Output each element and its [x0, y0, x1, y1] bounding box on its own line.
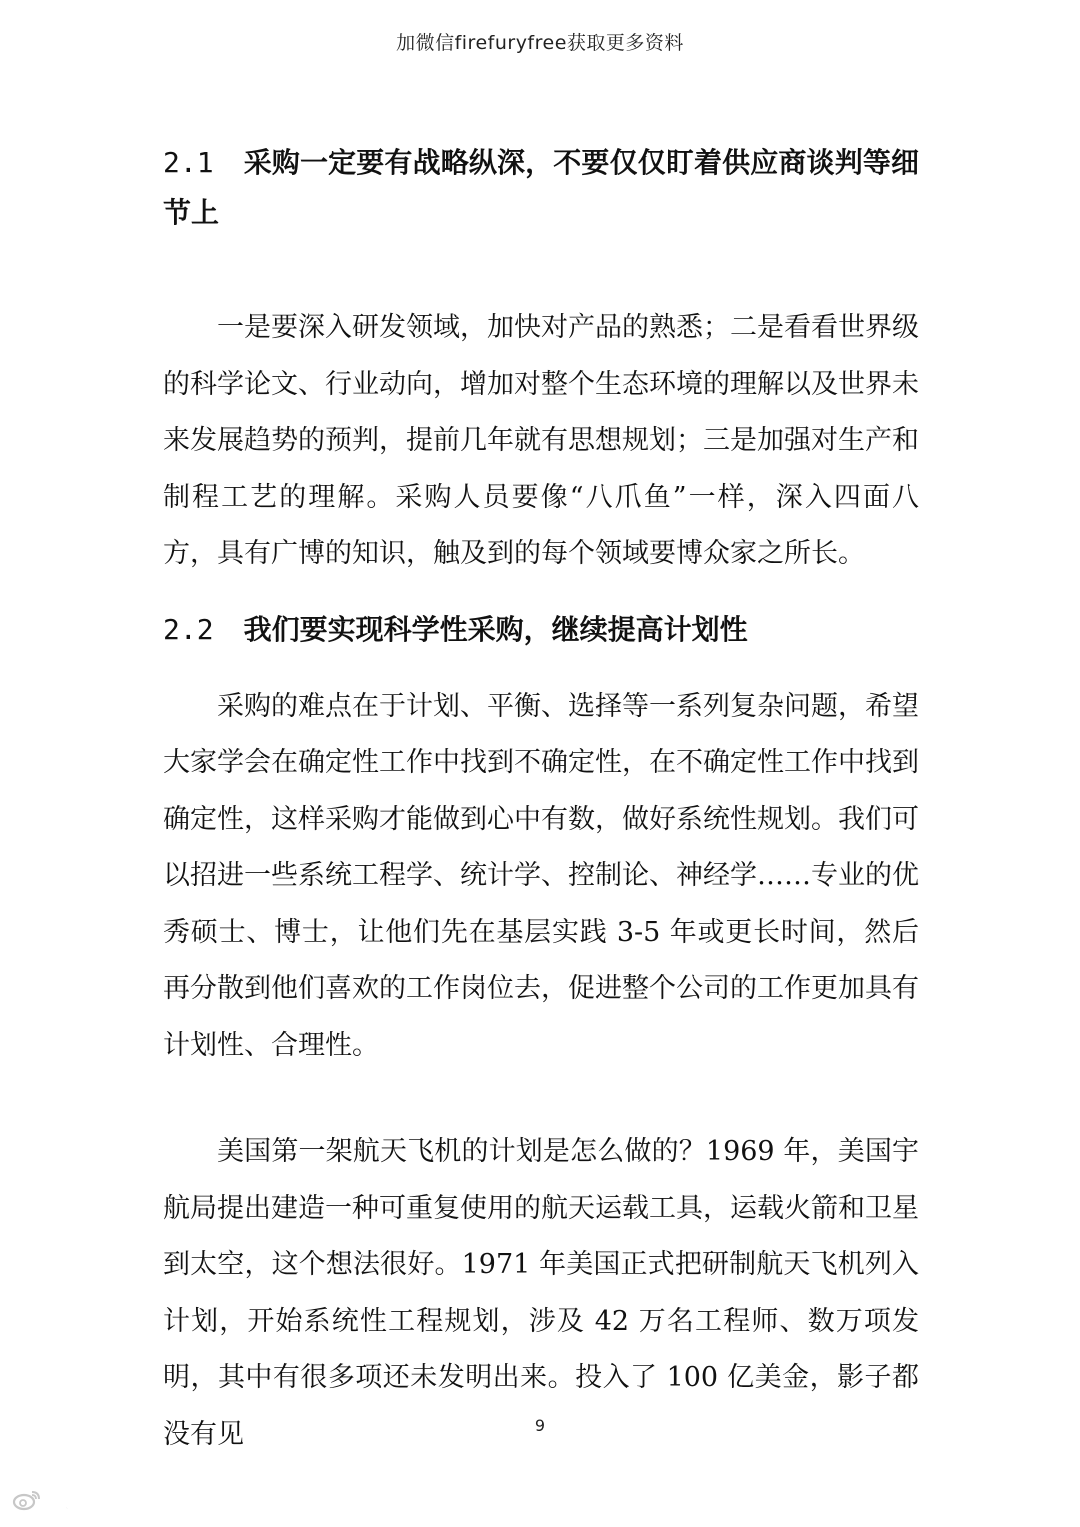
section-heading-2-2 — [163, 605, 919, 655]
section-title: 采购一定要有战略纵深，不要仅仅盯着供应商谈判等细节上 — [163, 146, 919, 229]
section-heading-2-1 — [163, 138, 919, 238]
watermark — [12, 1484, 140, 1515]
paragraph: 美国第一架航天飞机的计划是怎么做的？1969 年，美国宇航局提出建造一种可重复使用的航天运载工具，运载火箭和卫星到太空，这个想法很好。1971 年美国正式把研制航天飞机列入计划，开始系统性工程规划，涉及 42 万名工程师、数万项发明，其中有很多项还未发明出来。投入了 100 亿美金，影子都没有见 — [163, 1136, 919, 1450]
document-body — [163, 138, 919, 1463]
section-number: 2.1 — [163, 146, 214, 179]
paragraph: 一是要深入研发领域，加快对产品的熟悉；二是看看世界级的科学论文、行业动向，增加对整个生态环境的理解以及世界未来发展趋势的预判，提前几年就有思想规划；三是加强对生产和制程工艺的理解。采购人员要像“八爪鱼”一样，深入四面八方，具有广博的知识，触及到的每个领域要博众家之所长。 — [163, 312, 919, 569]
section-number: 2.2 — [163, 612, 214, 646]
weibo-logo-icon — [12, 1489, 42, 1511]
page-number: 9 — [534, 1416, 546, 1435]
watermark-text: 大数跨境 — [48, 1489, 141, 1514]
section-title: 我们要实现科学性采购，继续提高计划性 — [243, 612, 748, 646]
header-note: 加微信firefuryfree获取更多资料 — [396, 32, 684, 54]
paragraph: 采购的难点在于计划、平衡、选择等一系列复杂问题，希望大家学会在确定性工作中找到不确定性，在不确定性工作中找到确定性，这样采购才能做到心中有数，做好系统性规划。我们可以招进一些系统工程学、统计学、控制论、神经学……专业的优秀硕士、博士，让他们先在基层实践 3-5 年或更长时间，然后再分散到他们喜欢的工作岗位去，促进整个公司的工作更加具有计划性、合理性。 — [163, 690, 919, 1061]
